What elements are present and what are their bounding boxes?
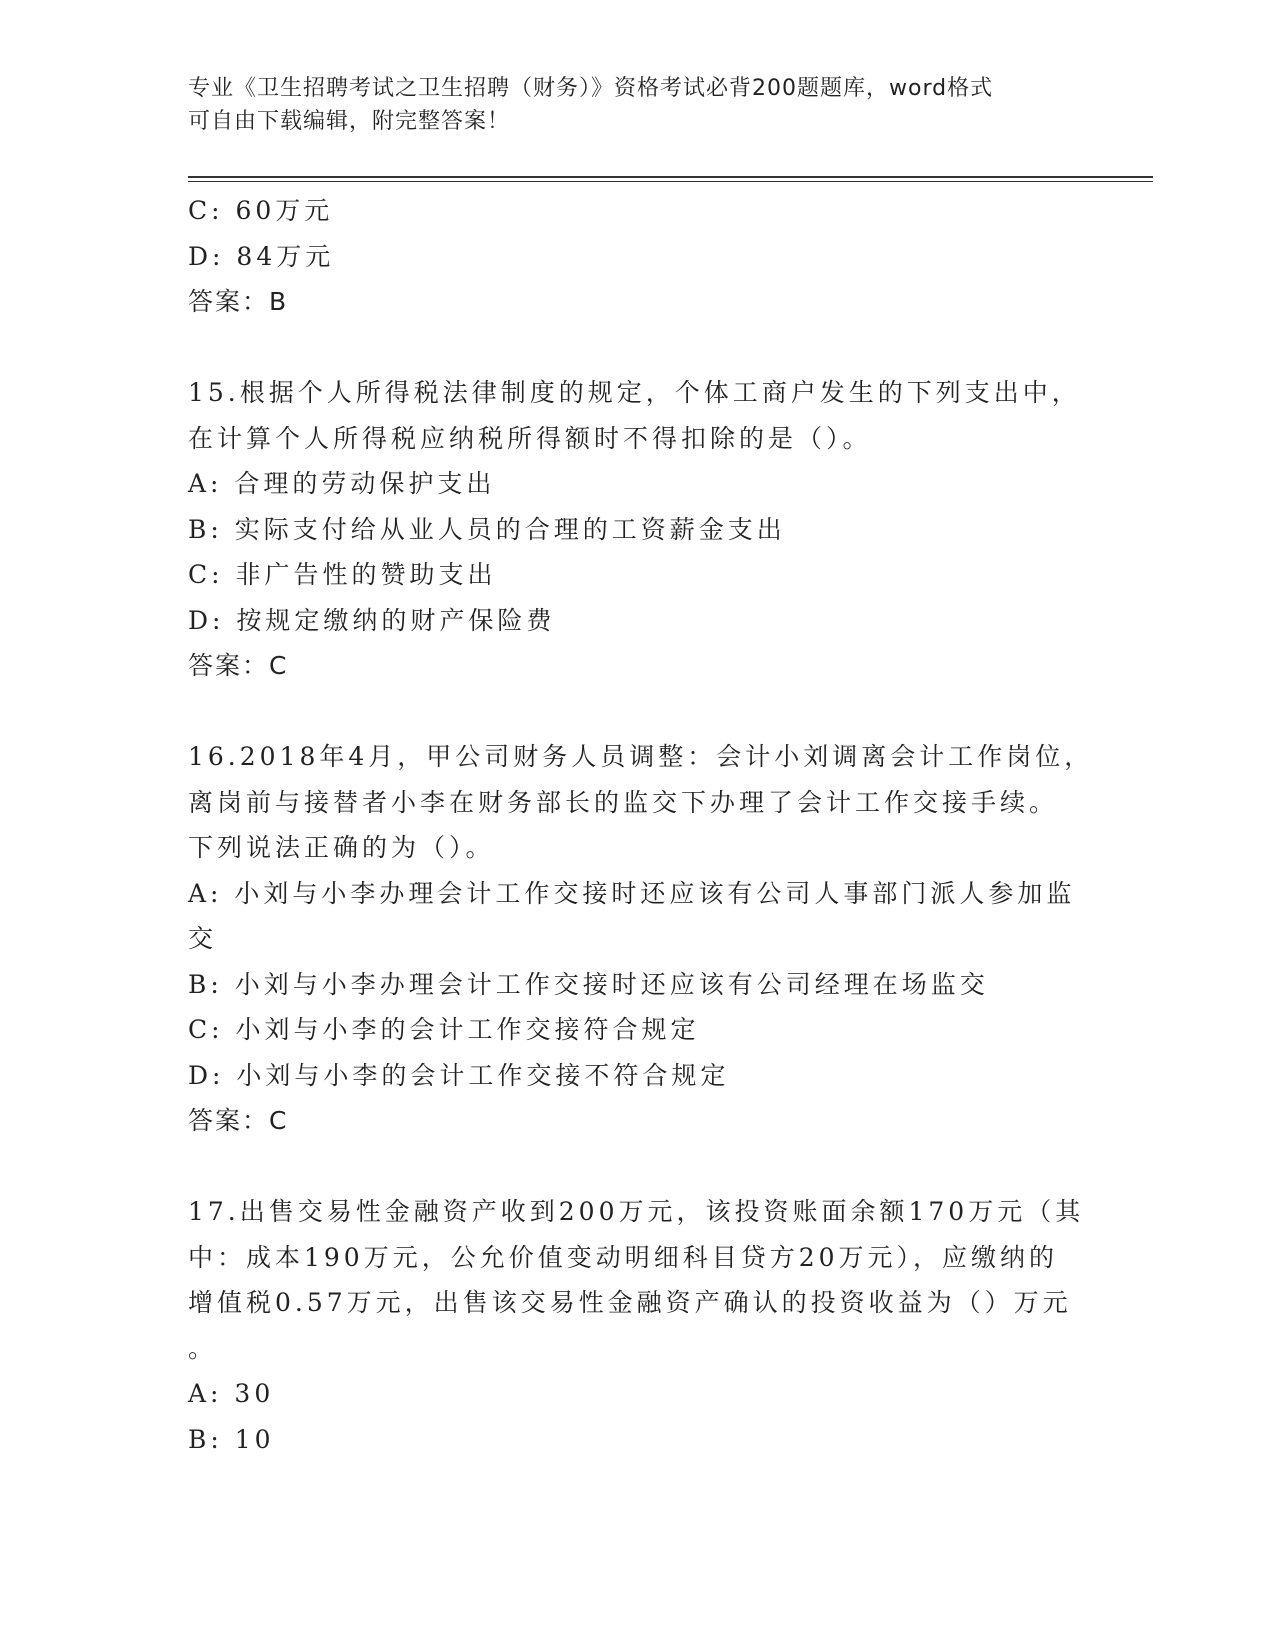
question-stem-line: 增值税0.57万元，出售该交易性金融资产确认的投资收益为（）万元 xyxy=(188,1288,1072,1317)
answer-label: 答案：B xyxy=(188,287,289,316)
option-b: B: 实际支付给从业人员的合理的工资薪金支出 xyxy=(188,514,786,544)
document-header xyxy=(188,72,1068,138)
header-divider-thick xyxy=(188,176,1153,178)
option-c: C: 非广告性的赞助支出 xyxy=(188,560,497,589)
spacer xyxy=(188,1144,1068,1190)
question-stem-line: 在计算个人所得税应纳税所得额时不得扣除的是（）。 xyxy=(188,423,872,453)
document-body xyxy=(188,188,1094,1462)
question-stem-line: 16.2018年4月，甲公司财务人员调整：会计小刘调离会计工作岗位， xyxy=(188,742,1094,771)
question-stem-line: 15.根据个人所得税法律制度的规定，个体工商户发生的下列支出中， xyxy=(188,378,1081,407)
question-stem-line: 。 xyxy=(188,1333,218,1363)
option-b: B: 小刘与小李办理会计工作交接时还应该有公司经理在场监交 xyxy=(188,969,989,999)
option-a: A: 小刘与小李办理会计工作交接时还应该有公司人事部门派人参加监 xyxy=(188,878,1076,908)
header-line-1: 专业《卫生招聘考试之卫生招聘（财务）》资格考试必背200题题库，word格式 xyxy=(188,76,994,101)
question-stem-line: 17.出售交易性金融资产收到200万元，该投资账面余额170万元（其 xyxy=(188,1197,1085,1226)
option-a: A: 合理的劳动保护支出 xyxy=(188,469,496,498)
question-stem-line: 下列说法正确的为（）。 xyxy=(188,833,495,862)
option-b: B: 10 xyxy=(188,1424,275,1454)
header-line-2: 可自由下载编辑，附完整答案！ xyxy=(188,109,511,134)
option-a-continuation: 交 xyxy=(188,924,218,953)
spacer xyxy=(188,689,1068,735)
question-16 xyxy=(188,734,1094,1144)
question-17 xyxy=(188,1189,1085,1462)
option-c: C: 小刘与小李的会计工作交接符合规定 xyxy=(188,1015,700,1044)
option-d: D: 84万元 xyxy=(188,241,335,271)
spacer xyxy=(188,325,1068,371)
question-15 xyxy=(188,370,1081,689)
option-a: A: 30 xyxy=(188,1379,275,1408)
option-d: D: 按规定缴纳的财产保险费 xyxy=(188,605,556,635)
question-stem-line: 中：成本190万元，公允价值变动明细科目贷方20万元），应缴纳的 xyxy=(188,1242,1059,1272)
answer-label: 答案：C xyxy=(188,651,289,680)
answer-label: 答案：C xyxy=(188,1106,289,1135)
option-d: D: 小刘与小李的会计工作交接不符合规定 xyxy=(188,1060,730,1090)
option-c: C: 60万元 xyxy=(188,196,334,225)
previous-question-tail xyxy=(188,188,1068,325)
question-stem-line: 离岗前与接替者小李在财务部长的监交下办理了会计工作交接手续。 xyxy=(188,787,1059,817)
header-divider-thin xyxy=(188,181,1153,182)
